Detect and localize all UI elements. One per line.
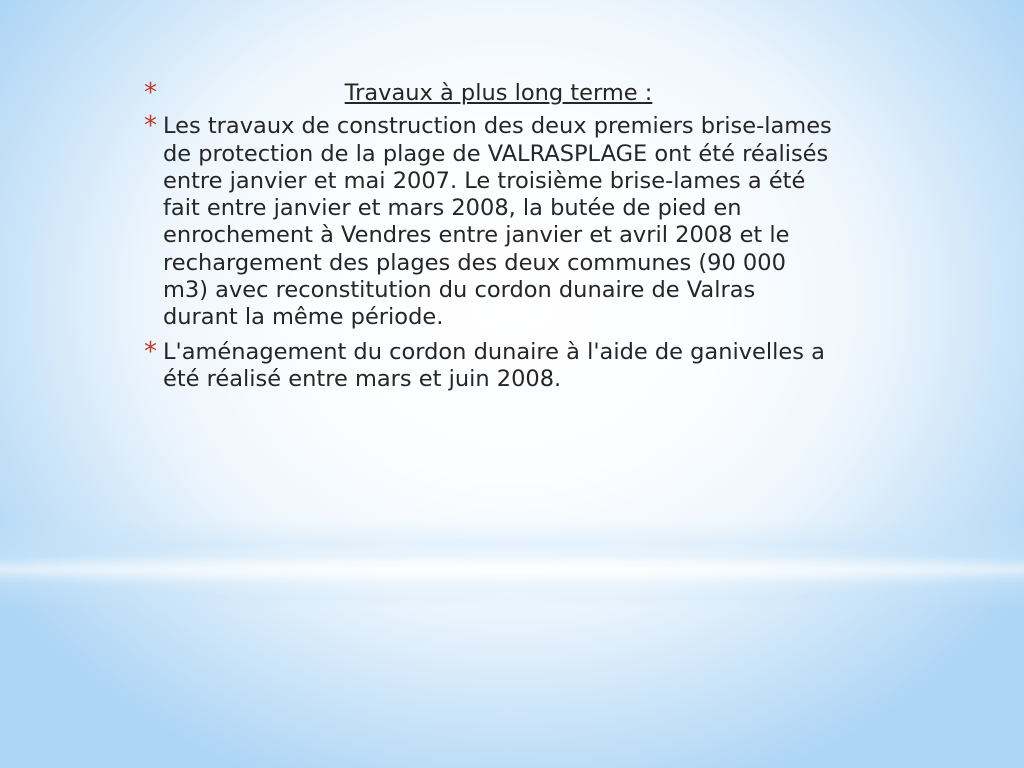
bullet-text: L'aménagement du cordon dunaire à l'aide de ganivelles a été réalisé entre mars et juin 2008. (163, 338, 825, 392)
asterisk-bullet-icon: * (144, 78, 157, 108)
bullet-item (144, 336, 834, 394)
asterisk-bullet-icon: * (144, 111, 157, 142)
background-band (0, 520, 1024, 610)
background-glow (0, 540, 1024, 600)
asterisk-bullet-icon: * (144, 336, 157, 367)
bullet-text: Les travaux de construction des deux premiers brise-lames de protection de la plage de VALRASPLAGE ont été réalisés entre janvier et mai 2007. Le troisième brise-lames a été fait entre janvier et mars 2008, la butée de pied en enrochement à Vendres entre janvier et avril 2008 et le rechargement des plages des deux communes (90 000 m3) avec reconstitution du cordon dunaire de Valras durant la même période. (163, 113, 832, 331)
heading-text: Travaux à plus long terme : (344, 80, 653, 106)
bullet-list (144, 80, 834, 393)
bullet-item (144, 113, 834, 331)
bullet-heading (144, 80, 834, 107)
